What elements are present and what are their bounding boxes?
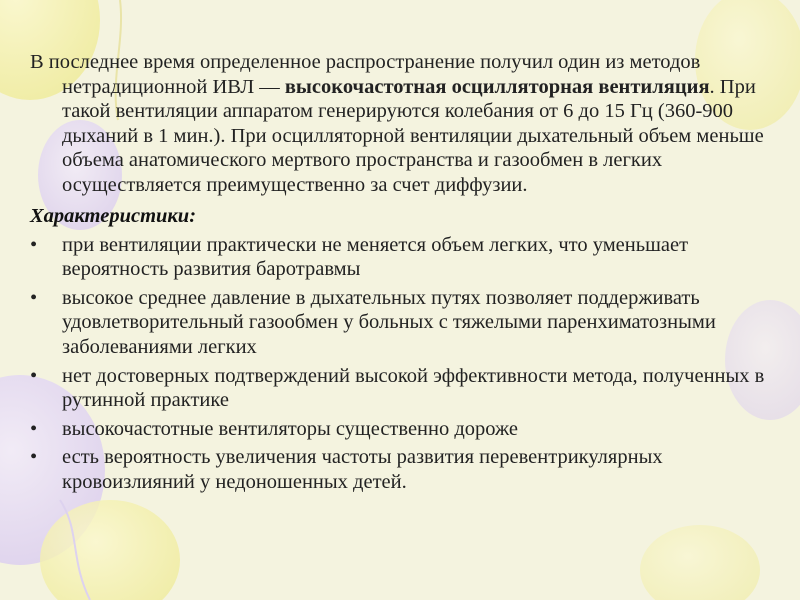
bullet-icon: • [30,364,38,387]
bullet-icon: • [30,286,38,309]
list-item [30,286,770,360]
intro-text-after: . При такой вентиляции аппаратом генерируются колебания от 6 до 15 Гц (360-900 дыханий в 1 мин.). При осцилляторной вентиляции дыхательный объем меньше объема анатомического мертвого пространства и газообмен в легких осуществляется преимущественно за счет диффузии. [62,75,764,196]
bullet-icon: • [30,446,38,469]
list-item [30,364,770,413]
bullet-icon: • [30,233,38,256]
intro-bold-term: высокочастотная осцилляторная вентиляция [284,75,710,98]
characteristics-list [30,233,770,495]
list-item [30,445,770,494]
list-item-text: высокое среднее давление в дыхательных путях позволяет поддерживать удовлетворительный газообмен у больных с тяжелыми паренхиматозными заболеваниями легких [62,286,716,358]
slide-content [30,50,770,499]
list-item [30,417,770,442]
list-item-text: есть вероятность увеличения частоты развития перевентрикулярных кровоизлияний у недоношенных детей. [62,446,663,493]
list-item-text: нет достоверных подтверждений высокой эффективности метода, полученных в рутинной практике [62,364,765,412]
list-item-text: высокочастотные вентиляторы существенно дороже [62,417,519,440]
list-item-text: при вентиляции практически не меняется объем легких, что уменьшает вероятность развития баротравмы [62,233,689,281]
list-item [30,233,770,282]
intro-paragraph [30,50,770,198]
bullet-icon: • [30,417,38,440]
intro-text-before: В последнее время определенное распространение получил один из методов нетрадиционной ИВЛ — [30,51,701,98]
characteristics-heading: Характеристики: [30,204,197,227]
